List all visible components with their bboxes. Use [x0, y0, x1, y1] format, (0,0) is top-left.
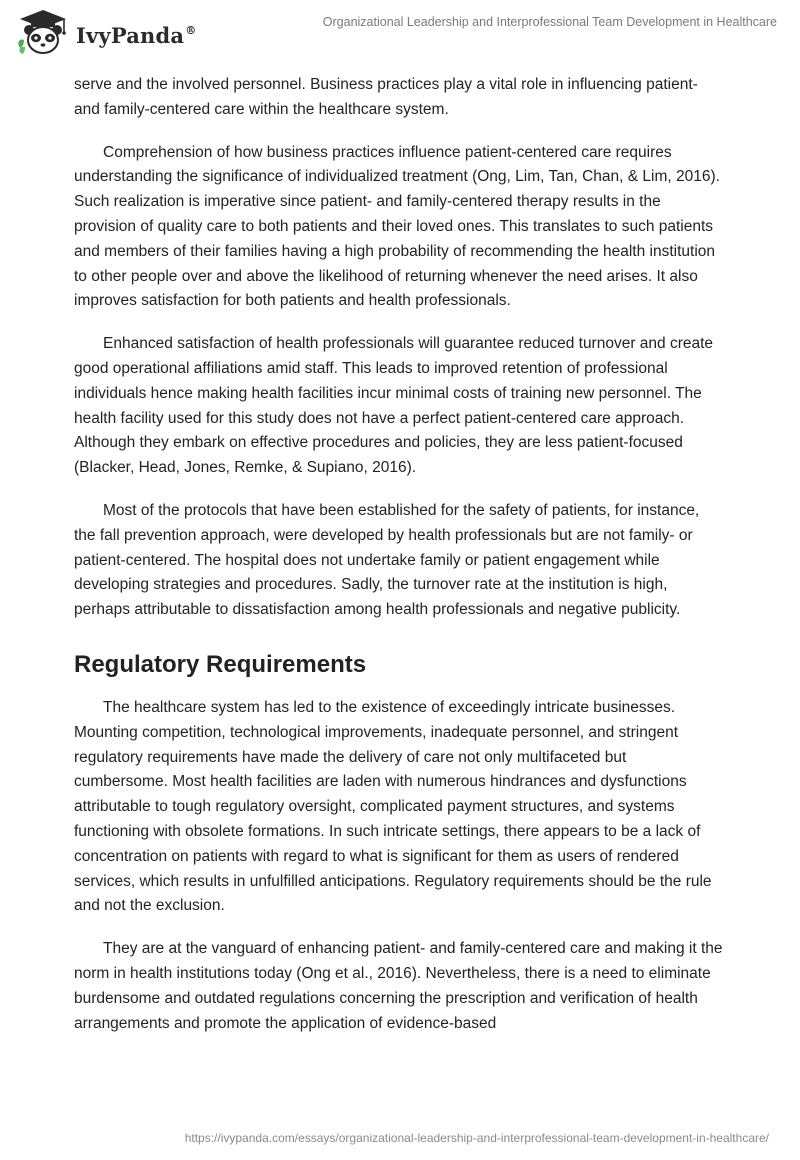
- ivypanda-logo[interactable]: [14, 8, 196, 58]
- panda-graduate-icon: [14, 8, 72, 58]
- paragraph: The healthcare system has led to the existence of exceedingly intricate businesses. Mounting competition, technological improvements, inadequate personnel, and stringent regulatory requirements have made the delivery of care not only multifaceted but cumbersome. Most health facilities are laden with numerous hindrances and dysfunctions attributable to tough regulatory oversight, complicated payment structures, and systems functioning with obsolete formations. In such intricate settings, there appears to be a lack of concentration on patients with regard to what is significant for them as users of rendered services, which results in unfulfilled anticipations. Regulatory requirements should be the rule and not the exclusion.: [74, 698, 712, 915]
- running-title: Organizational Leadership and Interprofessional Team Development in Healthcare: [322, 15, 777, 29]
- registered-mark: ®: [185, 23, 197, 37]
- paragraph: They are at the vanguard of enhancing patient- and family-centered care and making it the norm in health institutions today (Ong et al., 2016). Nevertheless, there is a need to eliminate burdensome and outdated regulations concerning the prescription and verification of health arrangements and promote the application of evidence-based: [74, 940, 723, 1032]
- paragraph: Most of the protocols that have been established for the safety of patients, for instance, the fall prevention approach, were developed by health professionals but are not family- or patient-centered. The hospital does not undertake family or patient engagement while developing strategies and procedures. Sadly, the turnover rate at the institution is high, perhaps attributable to dissatisfaction among health professionals and negative publicity.: [74, 501, 700, 619]
- paragraph: serve and the involved personnel. Business practices play a vital role in influencing patient- and family-centered care within the healthcare system.: [74, 76, 698, 118]
- paragraph: Enhanced satisfaction of health professionals will guarantee reduced turnover and create good operational affiliations amid staff. This leads to improved retention of professional individuals hence making health facilities incur minimal costs of training new personnel. The health facility used for this study does not have a perfect patient-centered care approach. Although they embark on effective procedures and policies, they are less patient-focused (Blacker, Head, Jones, Remke, & Supiano, 2016).: [74, 335, 714, 477]
- essay-content: [74, 73, 724, 1054]
- paragraph: Comprehension of how business practices influence patient-centered care requires understanding the significance of individualized treatment (Ong, Lim, Tan, Chan, & Lim, 2016). Such realization is imperative since patient- and family-centered therapy results in the provision of quality care to both patients and their loved ones. This translates to such patients and members of their families having a high probability of recommending the health institution to other people over and above the likelihood of returning whenever the need arises. It also improves satisfaction for both patients and health professionals.: [74, 143, 720, 310]
- section-heading: Regulatory Requirements: [74, 650, 367, 678]
- page-header: [0, 0, 800, 70]
- brand-name: IvyPanda®: [76, 22, 197, 48]
- source-url[interactable]: https://ivypanda.com/essays/organizational-leadership-and-interprofessional-team-development-in-healthcare/: [184, 1131, 769, 1145]
